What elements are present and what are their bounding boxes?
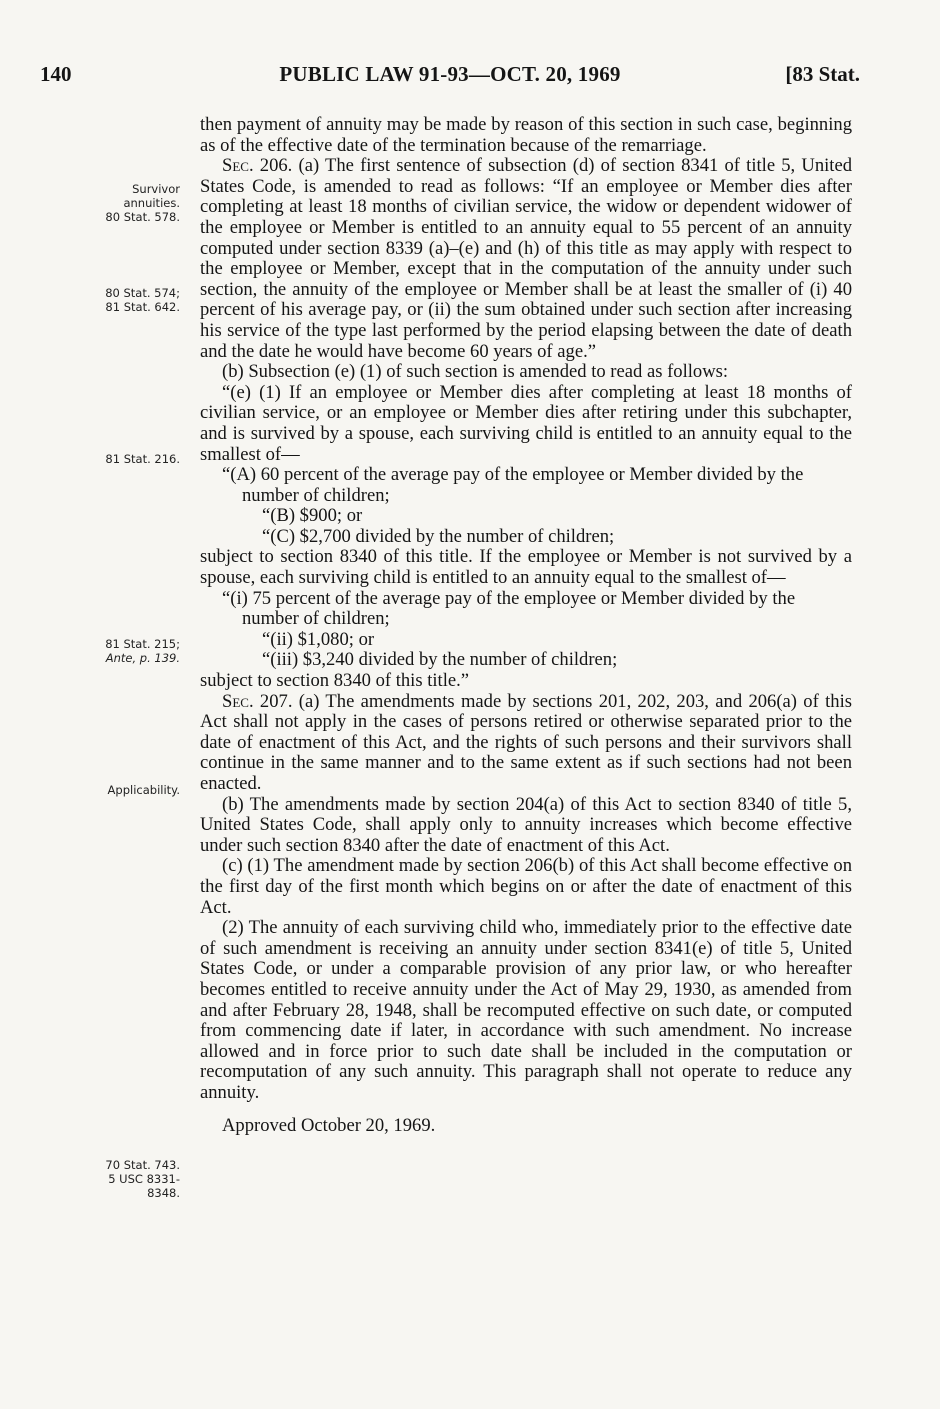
margin-note-applicability: Applicability. [107,783,180,797]
statute-reference: [83 Stat. [785,62,860,86]
subsection-e1: “(e) (1) If an employee or Member dies after completing at least 18 months of civilian service, or an employee or Member dies after retiring under this subchapter, and is survived by a spouse, each surviving child is entitled to an annuity equal to the smallest of— [200,381,852,465]
section-207c2: (2) The annuity of each surviving child who, immediately prior to the effective date of such amendment is receiving an annuity under section 8341(e) of title 5, United States Code, or under a comparable provision of any prior law, or who hereafter becomes entitled to receive annuity under the Act of May 29, 1930, as amended from and after February 28, 1948, shall be recomputed effective on such date, or computed from commencing date if later, in accordance with such amendment. No increase allowed and in force prior to such date shall be included in the computation or recomputation of any such annuity. This paragraph shall not operate to reduce any annuity. [200,917,852,1103]
margin-note-80-stat-574: 80 Stat. 574; 81 Stat. 642. [105,286,180,314]
body-text [200,115,852,1136]
clause-iii: “(iii) $3,240 divided by the number of children; [262,649,618,671]
section-207b: (b) The amendments made by section 204(a) of this Act to section 8340 of title 5, United States Code, shall apply only to annuity increases which become effective under such section 8340 after the date of enactment of this Act. [200,793,852,856]
running-title: PUBLIC LAW 91-93—OCT. 20, 1969 [279,62,621,86]
clause-i: “(i) 75 percent of the average pay of the employee or Member divided by the number of children; [222,587,796,630]
clause-B: “(B) $900; or [262,505,363,527]
page-number: 140 [40,62,72,86]
paragraph-continuation: then payment of annuity may be made by reason of this section in such case, beginning as of the effective date of the termination because of the remarriage. [200,114,852,156]
clause-C: “(C) $2,700 divided by the number of children; [262,525,615,547]
margin-note-70-stat-743: 70 Stat. 743. 5 USC 8331- 8348. [105,1158,180,1200]
section-206b: (b) Subsection (e) (1) of such section is amended to read as follows: [222,361,729,383]
subject-clause-1: subject to section 8340 of this title. If the employee or Member is not survived by a spouse, each surviving child is entitled to an annuity equal to the smallest of— [200,546,852,589]
section-label: Sec. 206. [222,155,293,177]
section-207c1: (c) (1) The amendment made by section 206(b) of this Act shall become effective on the first day of the first month which begins on or after the date of enactment of this Act. [200,855,852,918]
section-206a: Sec. 206. (a) The first sentence of subsection (d) of section 8341 of title 5, United States Code, is amended to read as follows: “If an employee or Member dies after completing at least 18 months of civilian service, the widow or dependent widower of the employee or Member is entitled to an annuity equal to 55 percent of an annuity computed under section 8339 (a)–(e) and (h) of this title as may apply with respect to the employee or Member, except that in the computation of the annuity under such section, the annuity of the employee or Member shall be at least the smaller of (i) 40 percent of his average pay, or (ii) the sum obtained under such section after increasing his service of the type last performed by the period elapsing between the date of death and the date he would have become 60 years of age.” [200,155,852,362]
section-207a: Sec. 207. (a) The amendments made by sections 201, 202, 203, and 206(a) of this Act shall not apply in the cases of persons retired or otherwise separated prior to the date of enactment of this Act, and the rights of such persons and their survivors shall continue in the same manner and to the same extent as if such sections had not been enacted. [200,690,852,794]
page-header [40,62,860,92]
margin-note-81-stat-216: 81 Stat. 216. [105,452,180,466]
margin-note-survivor-annuities: Survivor annuities. 80 Stat. 578. [105,182,180,224]
approval-line: Approved October 20, 1969. [222,1114,436,1136]
margin-note-81-stat-215: 81 Stat. 215; Ante, p. 139. [105,637,180,665]
clause-ii: “(ii) $1,080; or [262,628,375,650]
clause-A: “(A) 60 percent of the average pay of the employee or Member divided by the number of children; [222,464,804,506]
section-label: Sec. 207. [222,690,293,712]
subject-clause-2: subject to section 8340 of this title.” [200,670,470,692]
